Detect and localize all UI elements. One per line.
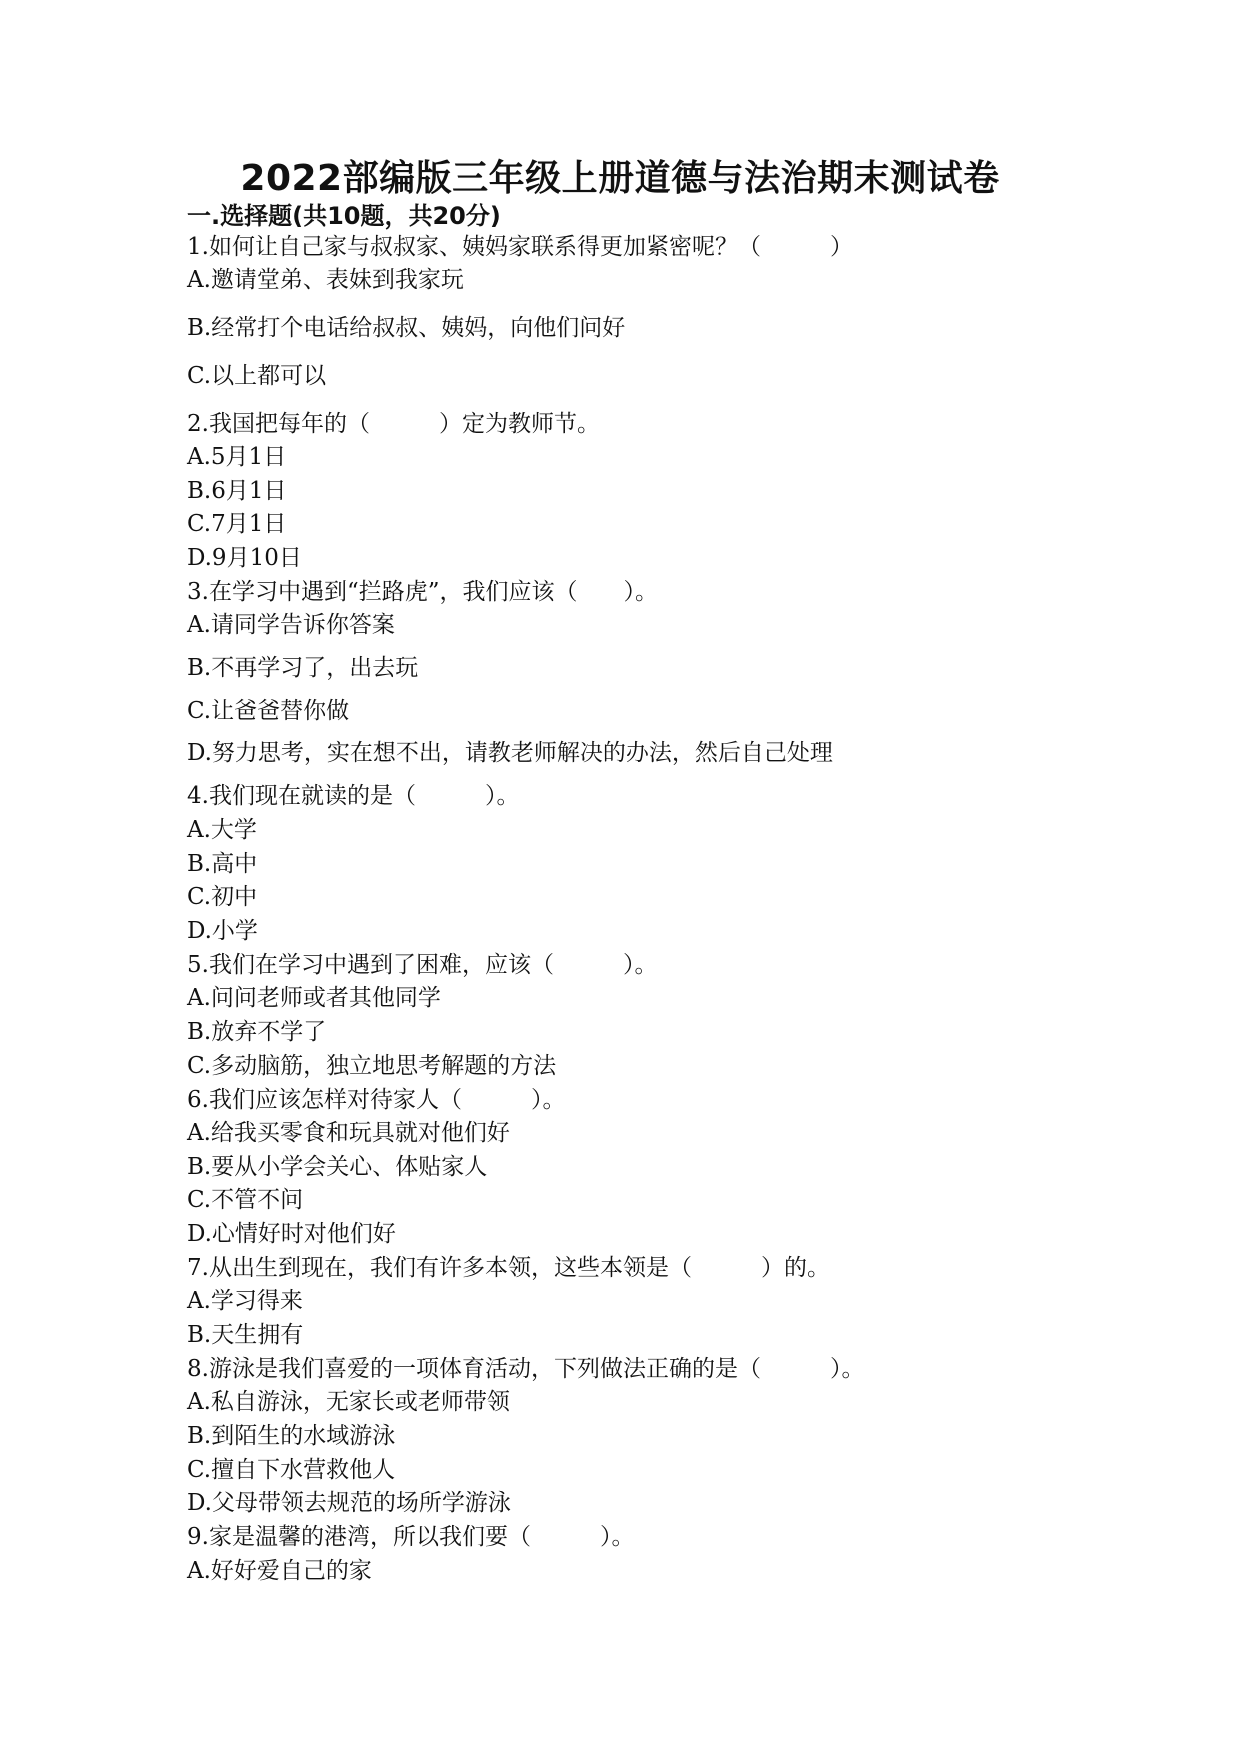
answer-option: B.经常打个电话给叔叔、姨妈，向他们问好: [187, 315, 626, 341]
question-stem: 8.游泳是我们喜爱的一项体育活动，下列做法正确的是（ ）。: [187, 1356, 865, 1382]
answer-option: A.请同学告诉你答案: [187, 612, 395, 638]
answer-option: C.初中: [187, 884, 258, 910]
answer-option: B.6月1日: [187, 478, 287, 504]
answer-option: B.放弃不学了: [187, 1019, 327, 1045]
answer-option: A.问问老师或者其他同学: [187, 985, 441, 1011]
section-heading: 一.选择题(共10题，共20分): [187, 202, 501, 230]
answer-option: D.心情好时对他们好: [187, 1221, 396, 1247]
answer-option: B.天生拥有: [187, 1322, 304, 1348]
question-stem: 7.从出生到现在，我们有许多本领，这些本领是（ ）的。: [187, 1255, 830, 1281]
question-stem: 9.家是温馨的港湾，所以我们要（ ）。: [187, 1524, 635, 1550]
question-stem: 2.我国把每年的（ ）定为教师节。: [187, 411, 600, 437]
answer-option: D.努力思考，实在想不出，请教老师解决的办法，然后自己处理: [187, 740, 833, 766]
answer-option: A.私自游泳，无家长或老师带领: [187, 1389, 510, 1415]
question-stem: 6.我们应该怎样对待家人（ ）。: [187, 1087, 566, 1113]
answer-option: A.学习得来: [187, 1288, 303, 1314]
answer-option: B.不再学习了，出去玩: [187, 655, 419, 681]
question-stem: 1.如何让自己家与叔叔家、姨妈家联系得更加紧密呢？（ ）: [187, 234, 853, 260]
answer-option: C.以上都可以: [187, 363, 327, 389]
answer-option: D.9月10日: [187, 545, 302, 571]
question-stem: 4.我们现在就读的是（ ）。: [187, 783, 520, 809]
answer-option: A.5月1日: [187, 444, 287, 470]
answer-option: C.让爸爸替你做: [187, 698, 350, 724]
answer-option: A.大学: [187, 817, 257, 843]
answer-option: A.邀请堂弟、表妹到我家玩: [187, 267, 464, 293]
answer-option: B.高中: [187, 851, 258, 877]
answer-option: C.擅自下水营救他人: [187, 1457, 396, 1483]
answer-option: A.好好爱自己的家: [187, 1558, 372, 1584]
answer-option: D.父母带领去规范的场所学游泳: [187, 1490, 511, 1516]
answer-option: A.给我买零食和玩具就对他们好: [187, 1120, 510, 1146]
answer-option: C.多动脑筋，独立地思考解题的方法: [187, 1053, 557, 1079]
answer-option: D.小学: [187, 918, 258, 944]
answer-option: C.7月1日: [187, 511, 287, 537]
answer-option: B.到陌生的水域游泳: [187, 1423, 396, 1449]
question-stem: 3.在学习中遇到“拦路虎”，我们应该（ ）。: [187, 579, 658, 605]
answer-option: C.不管不问: [187, 1187, 304, 1213]
exam-title: 2022部编版三年级上册道德与法治期末测试卷: [240, 158, 1000, 199]
question-stem: 5.我们在学习中遇到了困难，应该（ ）。: [187, 952, 658, 978]
answer-option: B.要从小学会关心、体贴家人: [187, 1154, 488, 1180]
